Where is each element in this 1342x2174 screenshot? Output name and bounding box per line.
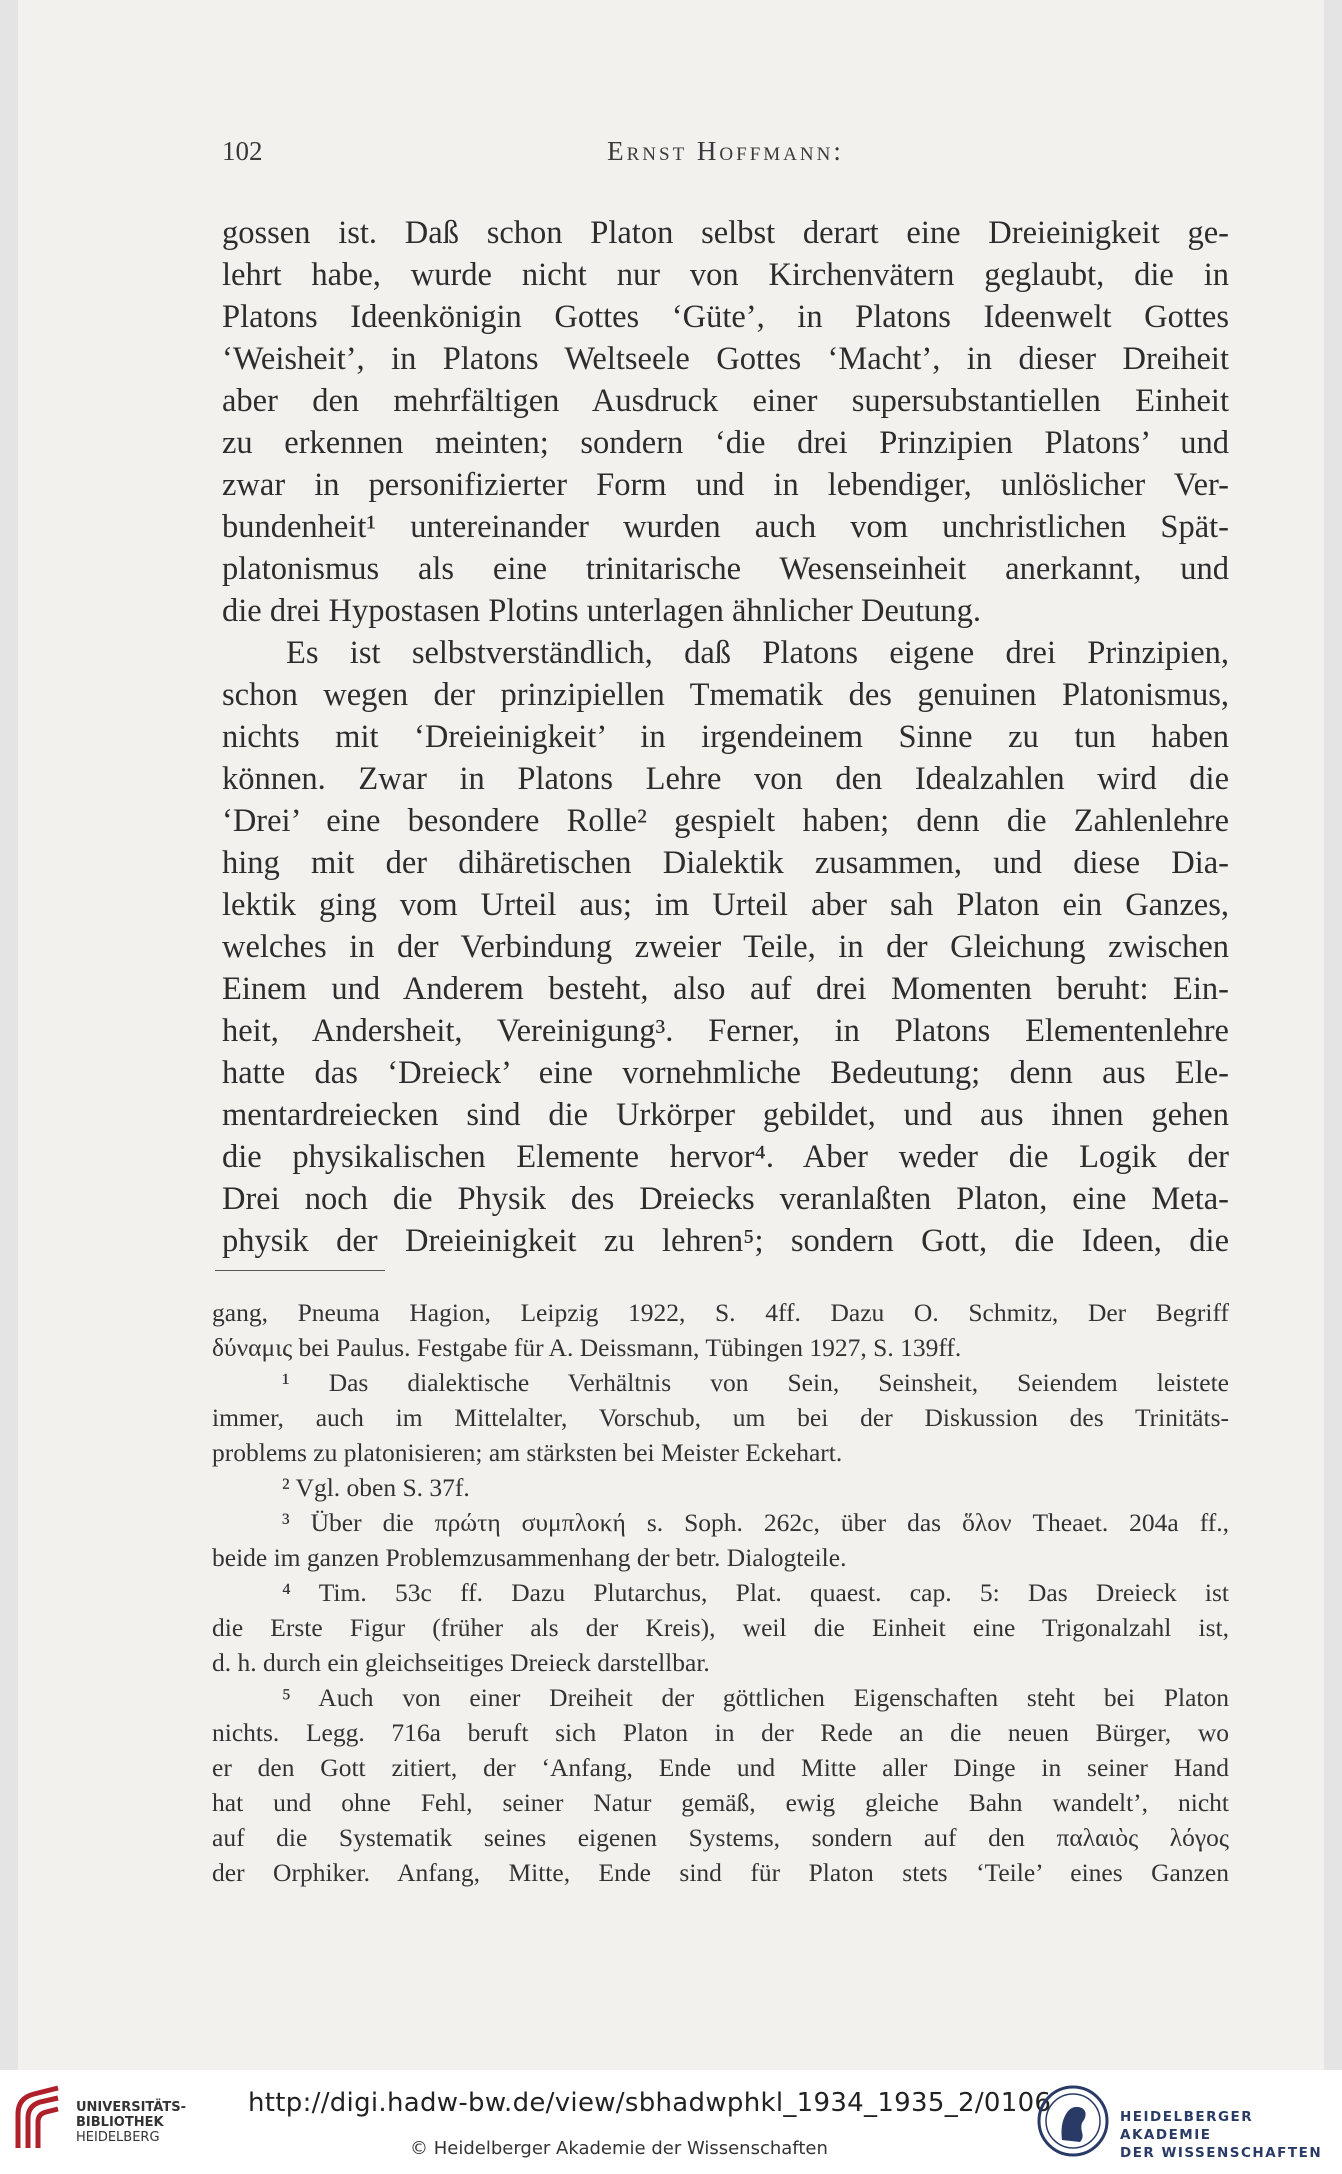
footnote-line: d. h. durch ein gleichseitiges Dreieck darstellbar. xyxy=(212,1648,710,1677)
footnotes xyxy=(212,1295,1229,1890)
footnote-separator xyxy=(215,1270,385,1271)
text-line: zu erkennen meinten; sondern ‘die drei Prinzipien Platons’ und xyxy=(222,425,1229,461)
text-line: Einem und Anderem besteht, also auf drei Momenten beruht: Ein- xyxy=(222,971,1229,1007)
text-line: platonismus als eine trinitarische Wesenseinheit anerkannt, und xyxy=(222,551,1229,587)
text-line: schon wegen der prinzipiellen Tmematik des genuinen Platonismus, xyxy=(222,677,1229,713)
text-line: nichts mit ‘Dreieinigkeit’ in irgendeinem Sinne zu tun haben xyxy=(222,719,1229,755)
footnote-line: ⁵ Auch von einer Dreiheit der göttlichen Eigenschaften steht bei Platon xyxy=(282,1683,1229,1712)
footnote-line: problems zu platonisieren; am stärksten bei Meister Eckehart. xyxy=(212,1438,843,1467)
text-line: die physikalischen Elemente hervor⁴. Aber weder die Logik der xyxy=(222,1139,1229,1175)
permalink-url[interactable]: http://digi.hadw-bw.de/view/sbhadwphkl_1934_1935_2/0106 xyxy=(248,2088,1052,2118)
text-line: Platons Ideenkönigin Gottes ‘Güte’, in Platons Ideenwelt Gottes xyxy=(222,299,1229,335)
footnote-line: gang, Pneuma Hagion, Leipzig 1922, S. 4ff. Dazu O. Schmitz, Der Begriff xyxy=(212,1298,1229,1327)
text-line: Drei noch die Physik des Dreiecks veranlaßten Platon, eine Meta- xyxy=(222,1181,1229,1217)
copyright-notice: © Heidelberger Akademie der Wissenschaften xyxy=(410,2138,828,2159)
footnote-line: er den Gott zitiert, der ‘Anfang, Ende und Mitte aller Dinge in seiner Hand xyxy=(212,1753,1229,1782)
text-line: physik der Dreieinigkeit zu lehren⁵; sondern Gott, die Ideen, die xyxy=(222,1223,1229,1259)
text-line: ‘Drei’ eine besondere Rolle² gespielt haben; denn die Zahlenlehre xyxy=(222,803,1229,839)
footnote-line: ³ Über die πρώτη συμπλοκή s. Soph. 262c, über das ὅλον Theaet. 204a ff., xyxy=(282,1508,1229,1537)
footnote-line: auf die Systematik seines eigenen Systems, sondern auf den παλαιὸς λόγος xyxy=(212,1823,1229,1852)
footnote-line: immer, auch im Mittelalter, Vorschub, um bei der Diskussion des Trinitäts- xyxy=(212,1403,1229,1432)
footnote-line: beide im ganzen Problemzusammenhang der betr. Dialogteile. xyxy=(212,1543,847,1572)
running-title: Ernst Hoffmann: xyxy=(607,136,844,166)
main-text xyxy=(222,212,1229,1262)
text-line: Es ist selbstverständlich, daß Platons eigene drei Prinzipien, xyxy=(286,635,1229,671)
text-line: können. Zwar in Platons Lehre von den Idealzahlen wird die xyxy=(222,761,1229,797)
page-header xyxy=(222,136,1229,176)
footnote-line: hat und ohne Fehl, seiner Natur gemäß, ewig gleiche Bahn wandelt’, nicht xyxy=(212,1788,1229,1817)
text-line: hatte das ‘Dreieck’ eine vornehmliche Bedeutung; denn aus Ele- xyxy=(222,1055,1229,1091)
academy-name: HEIDELBERGER AKADEMIE DER WISSENSCHAFTEN xyxy=(1120,2109,1323,2161)
footnote-line: ² Vgl. oben S. 37f. xyxy=(282,1473,470,1502)
viewer-footer xyxy=(0,2070,1342,2174)
text-line: die drei Hypostasen Plotins unterlagen ähnlicher Deutung. xyxy=(222,593,982,629)
university-library-logo-icon xyxy=(12,2084,64,2152)
text-line: lehrt habe, wurde nicht nur von Kirchenvätern geglaubt, die in xyxy=(222,257,1229,293)
text-line: lektik ging vom Urteil aus; im Urteil aber sah Platon ein Ganzes, xyxy=(222,887,1229,923)
text-line: mentardreiecken sind die Urkörper gebildet, und aus ihnen gehen xyxy=(222,1097,1229,1133)
footnote-line: der Orphiker. Anfang, Mitte, Ende sind für Platon stets ‘Teile’ eines Ganzen xyxy=(212,1858,1229,1887)
text-line: heit, Andersheit, Vereinigung³. Ferner, in Platons Elementenlehre xyxy=(222,1013,1229,1049)
page-number: 102 xyxy=(222,136,263,166)
footnote-line: die Erste Figur (früher als der Kreis), weil die Einheit eine Trigonalzahl ist, xyxy=(212,1613,1229,1642)
text-line: zwar in personifizierter Form und in lebendiger, unlöslicher Ver- xyxy=(222,467,1229,503)
footnote-line: ⁴ Tim. 53c ff. Dazu Plutarchus, Plat. quaest. cap. 5: Das Dreieck ist xyxy=(282,1578,1229,1607)
footnote-line: ¹ Das dialektische Verhältnis von Sein, Seinsheit, Seiendem leistete xyxy=(282,1368,1229,1397)
text-line: bundenheit¹ untereinander wurden auch vom unchristlichen Spät- xyxy=(222,509,1229,545)
footnote-line: nichts. Legg. 716a beruft sich Platon in der Rede an die neuen Bürger, wo xyxy=(212,1718,1229,1747)
text-line: aber den mehrfältigen Ausdruck einer supersubstantiellen Einheit xyxy=(222,383,1229,419)
text-line: ‘Weisheit’, in Platons Weltseele Gottes ‘Macht’, in dieser Dreiheit xyxy=(222,341,1229,377)
text-line: gossen ist. Daß schon Platon selbst derart eine Dreieinigkeit ge- xyxy=(222,215,1229,251)
academy-seal-icon xyxy=(1036,2084,1110,2158)
text-line: welches in der Verbindung zweier Teile, in der Gleichung zwischen xyxy=(222,929,1229,965)
footnote-line: δύναμις bei Paulus. Festgabe für A. Deissmann, Tübingen 1927, S. 139ff. xyxy=(212,1333,962,1362)
university-library-name: UNIVERSITÄTS- BIBLIOTHEK HEIDELBERG xyxy=(76,2100,186,2145)
text-line: hing mit der dihäretischen Dialektik zusammen, und diese Dia- xyxy=(222,845,1229,881)
